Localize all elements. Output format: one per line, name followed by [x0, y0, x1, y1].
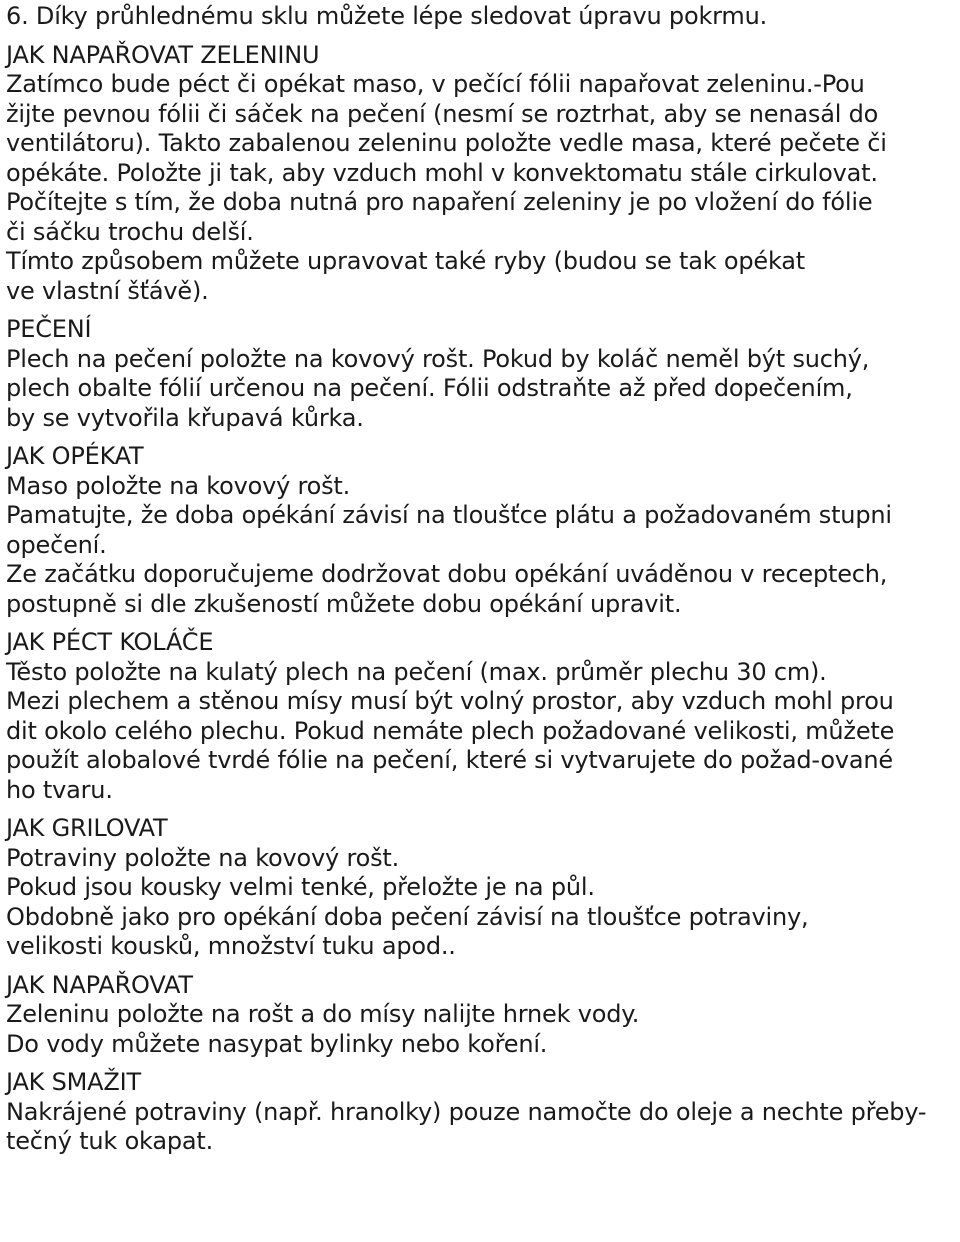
paragraph-line: Do vody můžete nasypat bylinky nebo koření.	[6, 1029, 548, 1058]
section-roasting	[6, 442, 954, 619]
paragraph-line: opečení.	[6, 530, 107, 559]
paragraph-line: by se vytvořila křupavá kůrka.	[6, 403, 364, 432]
paragraph-line: Tímto způsobem můžete upravovat také ryby (budou se tak opékat	[6, 247, 805, 275]
paragraph-line: velikosti kousků, množství tuku apod..	[6, 932, 456, 960]
section-steam-vegetables	[6, 41, 954, 307]
paragraph-line: Maso položte na kovový rošt.	[6, 471, 351, 500]
paragraph-line: Nakrájené potraviny (např. hranolky) pouze namočte do oleje a nechte přeby-	[6, 1097, 927, 1126]
paragraph-line: ho tvaru.	[6, 775, 113, 804]
paragraph-line: opékáte. Položte ji tak, aby vzduch mohl v konvektomatu stále cirkulovat.	[6, 158, 878, 187]
paragraph-line: Počítejte s tím, že doba nutná pro napaření zeleniny je po vložení do fólie	[6, 188, 873, 216]
document-page	[6, 2, 954, 1157]
section-heading: JAK SMAŽIT	[6, 1068, 141, 1096]
section-steaming	[6, 971, 954, 1060]
paragraph-line: Pokud jsou kousky velmi tenké, přeložte je na půl.	[6, 873, 595, 901]
section-heading: JAK OPÉKAT	[6, 442, 144, 470]
paragraph-line: postupně si dle zkušeností můžete dobu opékání upravit.	[6, 589, 682, 618]
section-heading: JAK NAPAŘOVAT ZELENINU	[6, 40, 320, 69]
paragraph-line: plech obalte fólií určenou na pečení. Fólii odstraňte až před dopečením,	[6, 374, 853, 402]
section-heading: JAK NAPAŘOVAT	[6, 970, 193, 999]
section-heading: PEČENÍ	[6, 315, 92, 343]
section-baking	[6, 315, 954, 433]
section-heading: JAK GRILOVAT	[6, 814, 168, 842]
paragraph-line: Zeleninu položte na rošt a do mísy nalijte hrnek vody.	[6, 1000, 640, 1028]
paragraph-line: Mezi plechem a stěnou mísy musí být volný prostor, aby vzduch mohl prou	[6, 687, 894, 715]
paragraph-line: Plech na pečení položte na kovový rošt. Pokud by koláč neměl být suchý,	[6, 344, 870, 373]
paragraph-line: Obdobně jako pro opékání doba pečení závisí na tloušťce potraviny,	[6, 902, 809, 931]
paragraph-line: či sáčku trochu delší.	[6, 217, 254, 246]
paragraph-line: dit okolo celého plechu. Pokud nemáte plech požadované velikosti, můžete	[6, 716, 895, 745]
paragraph-line: Potraviny položte na kovový rošt.	[6, 843, 400, 872]
paragraph-line: tečný tuk okapat.	[6, 1127, 214, 1155]
section-cakes	[6, 628, 954, 805]
paragraph-line: ventilátoru). Takto zabalenou zeleninu položte vedle masa, které pečete či	[6, 129, 887, 157]
paragraph-line: Pamatujte, že doba opékání závisí na tloušťce plátu a požadovaném stupni	[6, 501, 892, 529]
paragraph-line: Zatímco bude péct či opékat maso, v pečící fólii napařovat zeleninu.-Pou	[6, 70, 865, 98]
section-frying	[6, 1068, 954, 1157]
paragraph-line: Ze začátku doporučujeme dodržovat dobu opékání uváděnou v receptech,	[6, 560, 888, 588]
section-heading: JAK PÉCT KOLÁČE	[6, 628, 214, 656]
paragraph-line: Těsto položte na kulatý plech na pečení (max. průměr plechu 30 cm).	[6, 657, 827, 686]
section-grilling	[6, 814, 954, 962]
intro-section	[6, 2, 954, 32]
paragraph-line: 6. Díky průhlednému sklu můžete lépe sledovat úpravu pokrmu.	[6, 2, 768, 30]
paragraph-line: ve vlastní šťávě).	[6, 276, 209, 305]
paragraph-line: žijte pevnou fólii či sáček na pečení (nesmí se roztrhat, aby se nenasál do	[6, 99, 879, 128]
paragraph-line: použít alobalové tvrdé fólie na pečení, které si vytvarujete do požad-ované	[6, 746, 893, 774]
